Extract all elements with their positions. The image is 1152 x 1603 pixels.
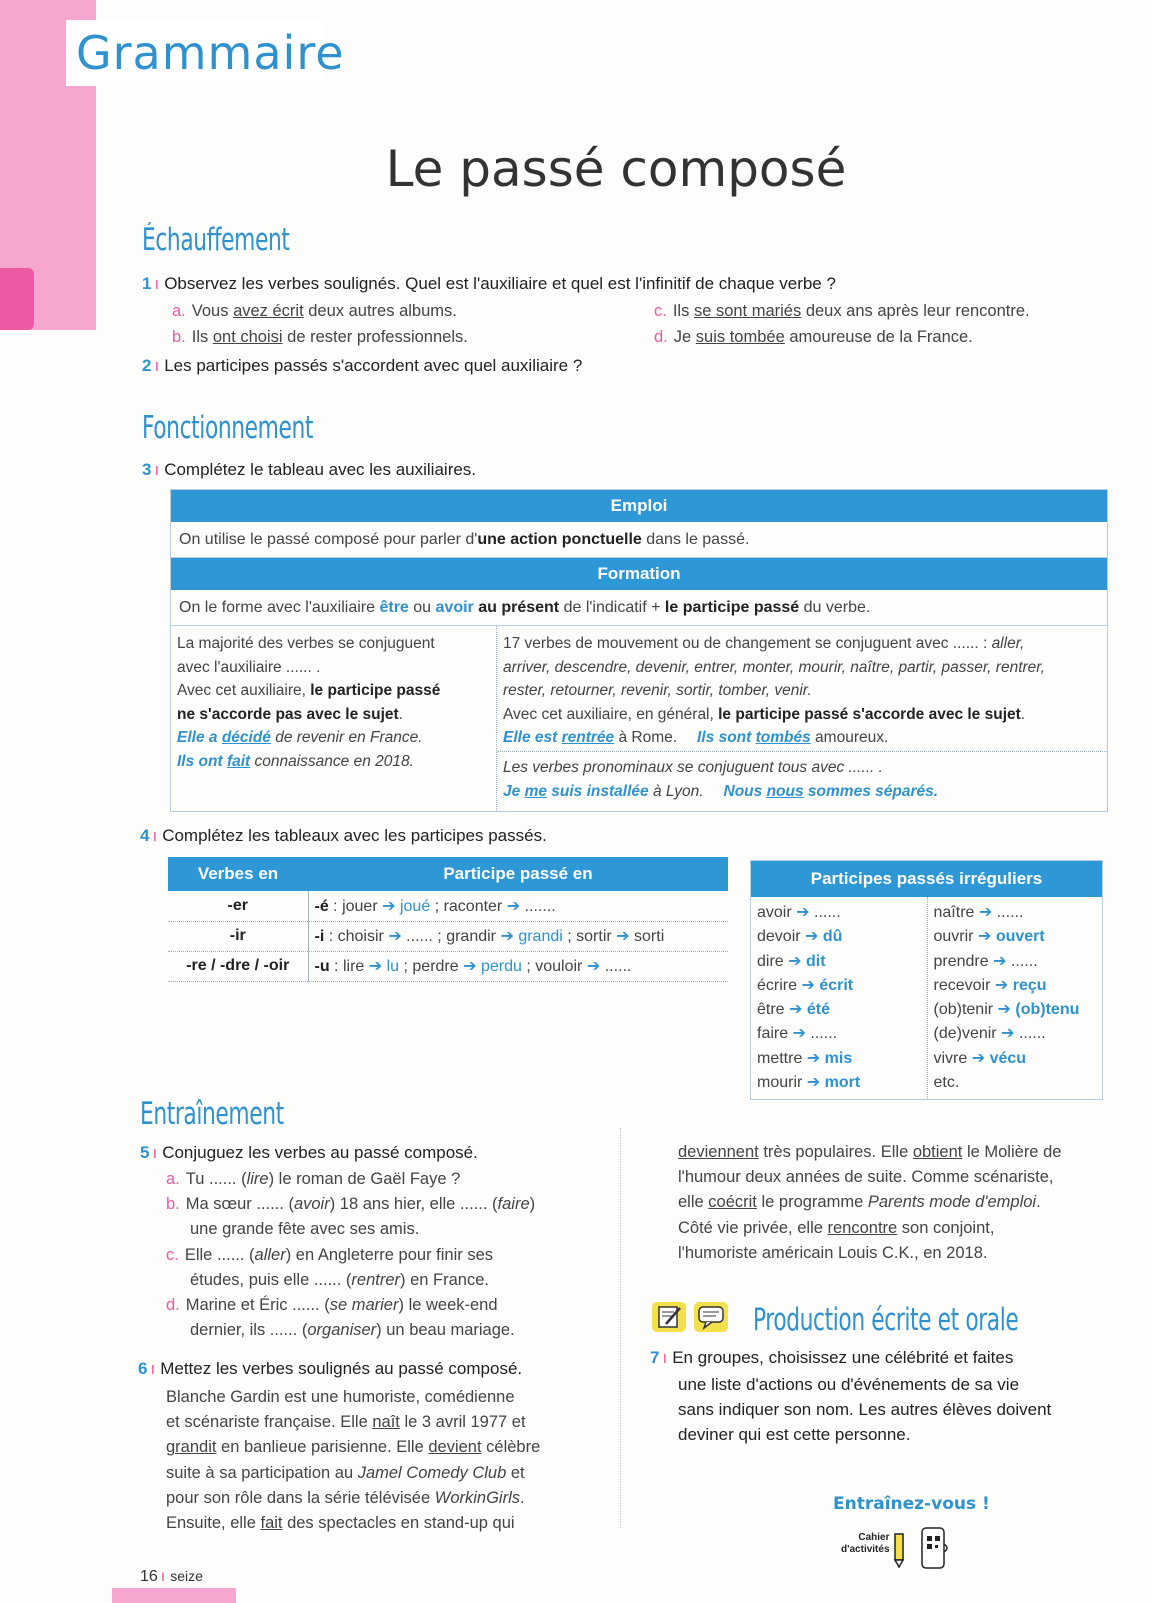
list-item: (ob)tenir ➔ (ob)tenu bbox=[933, 1001, 1080, 1019]
irregular-header: Participes passés irréguliers bbox=[751, 861, 1102, 897]
heading-entrainement: Entraînement bbox=[140, 1096, 284, 1132]
question-6-text-right: deviennent très populaires. Elle obtient le Molière de l'humour deux années de suite. Comme scénariste, elle coécrit le programme Parents mode d'emploi. Côté vie privée, elle rencontre son conjoint, l'humoriste américain Louis C.K., en 2018. bbox=[678, 1143, 1062, 1262]
list-item: écrire ➔ écrit bbox=[757, 976, 854, 994]
item-d: d. Je suis tombée amoureuse de la France. bbox=[654, 328, 973, 346]
formation-row: On le forme avec l'auxiliaire être ou avoir au présent de l'indicatif + le participe passé du verbe. bbox=[171, 590, 1107, 626]
list-item: recevoir ➔ reçu bbox=[933, 976, 1047, 994]
column-divider bbox=[620, 1128, 621, 1528]
irregular-left-column bbox=[751, 897, 927, 1099]
pencil-icon bbox=[892, 1532, 906, 1573]
formation-header: Formation bbox=[171, 558, 1107, 590]
list-item: vivre ➔ vécu bbox=[933, 1049, 1027, 1067]
heading-echauffement: Échauffement bbox=[142, 222, 290, 258]
list-item: dire ➔ dit bbox=[757, 952, 826, 970]
question-1: 1 ı Observez les verbes soulignés. Quel est l'auxiliaire et quel est l'infinitif de chaque verbe ? bbox=[142, 274, 836, 293]
footer-pink-bar bbox=[112, 1588, 236, 1603]
emploi-header: Emploi bbox=[171, 490, 1107, 522]
speech-icon bbox=[694, 1302, 728, 1332]
question-5: 5 ı Conjuguez les verbes au passé composé. bbox=[140, 1143, 478, 1162]
list-item: devoir ➔ dû bbox=[757, 928, 843, 946]
item-b: b. Ils ont choisi de rester professionnels. bbox=[172, 328, 468, 346]
list-item: etc. bbox=[933, 1074, 960, 1092]
item-a: a. Vous avez écrit deux autres albums. bbox=[172, 302, 457, 320]
header-verbes-en: Verbes en bbox=[168, 857, 308, 891]
list-item: prendre ➔ ...... bbox=[933, 952, 1038, 970]
question-6-text-left: Blanche Gardin est une humoriste, comédienne et scénariste française. Elle naît le 3 avril 1977 et grandit en banlieue parisienne. Elle devient célèbre suite à sa participation au Jamel Comedy Club et pour son rôle dans la série télévisée WorkinGirls. Ensuite, elle fait des spectacles en stand-up qui bbox=[166, 1388, 541, 1533]
list-item: être ➔ été bbox=[757, 1001, 831, 1019]
table-row: -re / -dre / -oir -u : lire ➔ lu ; perdre ➔ perdu ; vouloir ➔ ...... bbox=[168, 951, 728, 981]
avoir-column: La majorité des verbes se conjuguent avec l'auxiliaire ...... . Avec cet auxiliaire, le participe passé ne s'accorde pas avec le sujet. Elle a décidé de revenir en France. Ils ont fait connaissance en 2018. bbox=[171, 626, 497, 811]
question-4: 4 ı Complétez les tableaux avec les participes passés. bbox=[140, 826, 547, 845]
list-item: faire ➔ ...... bbox=[757, 1025, 838, 1043]
table-row: -er -é : jouer ➔ joué ; raconter ➔ ....... bbox=[168, 891, 728, 921]
etre-column: 17 verbes de mouvement ou de changement se conjuguent avec ...... : aller, arriver, descendre, devenir, entrer, monter, mourir, naître, partir, passer, rentrer, rester, retourner, revenir, sortir, tomber, venir. Avec cet auxiliaire, en général, le participe passé s'accorde avec le sujet. Elle est rentrée à Rome. Ils sont tombés amoureux. Les verbes pronominaux se conjuguent tous avec ...... . Je me suis installée à Lyon. Nous nous sommes séparés. bbox=[497, 626, 1107, 811]
section-label: Grammaire bbox=[76, 26, 345, 80]
question-3: 3 ı Complétez le tableau avec les auxiliaires. bbox=[142, 460, 477, 479]
entrainez-vous-label: Entraînez-vous ! bbox=[833, 1494, 990, 1514]
heading-production: Production écrite et orale bbox=[753, 1302, 1019, 1338]
list-item: naître ➔ ...... bbox=[933, 904, 1024, 921]
page-number: 16 ı seize bbox=[140, 1568, 203, 1585]
pink-page-tab bbox=[0, 268, 34, 330]
list-item: mourir ➔ mort bbox=[757, 1074, 861, 1092]
question-6: 6 ı Mettez les verbes soulignés au passé composé. bbox=[138, 1359, 523, 1378]
grammar-table bbox=[170, 489, 1108, 812]
irregular-participles-table bbox=[750, 860, 1103, 1100]
qr-phone-icon bbox=[916, 1524, 952, 1577]
header-participe: Participe passé en bbox=[308, 857, 728, 891]
question-7: 7 ı En groupes, choisissez une célébrité et faites bbox=[650, 1348, 1014, 1367]
heading-fonctionnement: Fonctionnement bbox=[142, 410, 313, 446]
list-item: avoir ➔ ...... bbox=[757, 904, 841, 921]
item-c: c. Ils se sont mariés deux ans après leur rencontre. bbox=[654, 302, 1030, 320]
irregular-right-column bbox=[927, 897, 1103, 1099]
participe-table bbox=[168, 857, 728, 982]
writing-icon bbox=[652, 1302, 686, 1332]
list-item: ouvrir ➔ ouvert bbox=[933, 928, 1045, 946]
question-5-items: a. Tu ...... (lire) le roman de Gaël Faye ? b. Ma sœur ...... (avoir) 18 ans hier, elle ...... (faire) une grande fête avec ses amis. c. Elle ...... (aller) en Angleterre pour finir ses études, puis elle ...... (rentrer) en France. d. Marine et Éric ...... (se marier) le week-end dernier, ils ...... (organiser) un beau mariage. bbox=[166, 1170, 536, 1340]
page-title: Le passé composé bbox=[385, 140, 847, 198]
question-7-text: une liste d'actions ou d'événements de sa vie sans indiquer son nom. Les autres élèves doivent deviner qui est cette personne. bbox=[678, 1375, 1052, 1445]
list-item: mettre ➔ mis bbox=[757, 1049, 853, 1067]
cahier-label: Cahier d'activités bbox=[841, 1532, 890, 1555]
emploi-row: On utilise le passé composé pour parler d'une action ponctuelle dans le passé. bbox=[171, 522, 1107, 558]
table-row: -ir -i : choisir ➔ ...... ; grandir ➔ grandi ; sortir ➔ sorti bbox=[168, 921, 728, 951]
list-item: (de)venir ➔ ...... bbox=[933, 1025, 1046, 1043]
question-2: 2 ı Les participes passés s'accordent avec quel auxiliaire ? bbox=[142, 356, 583, 375]
